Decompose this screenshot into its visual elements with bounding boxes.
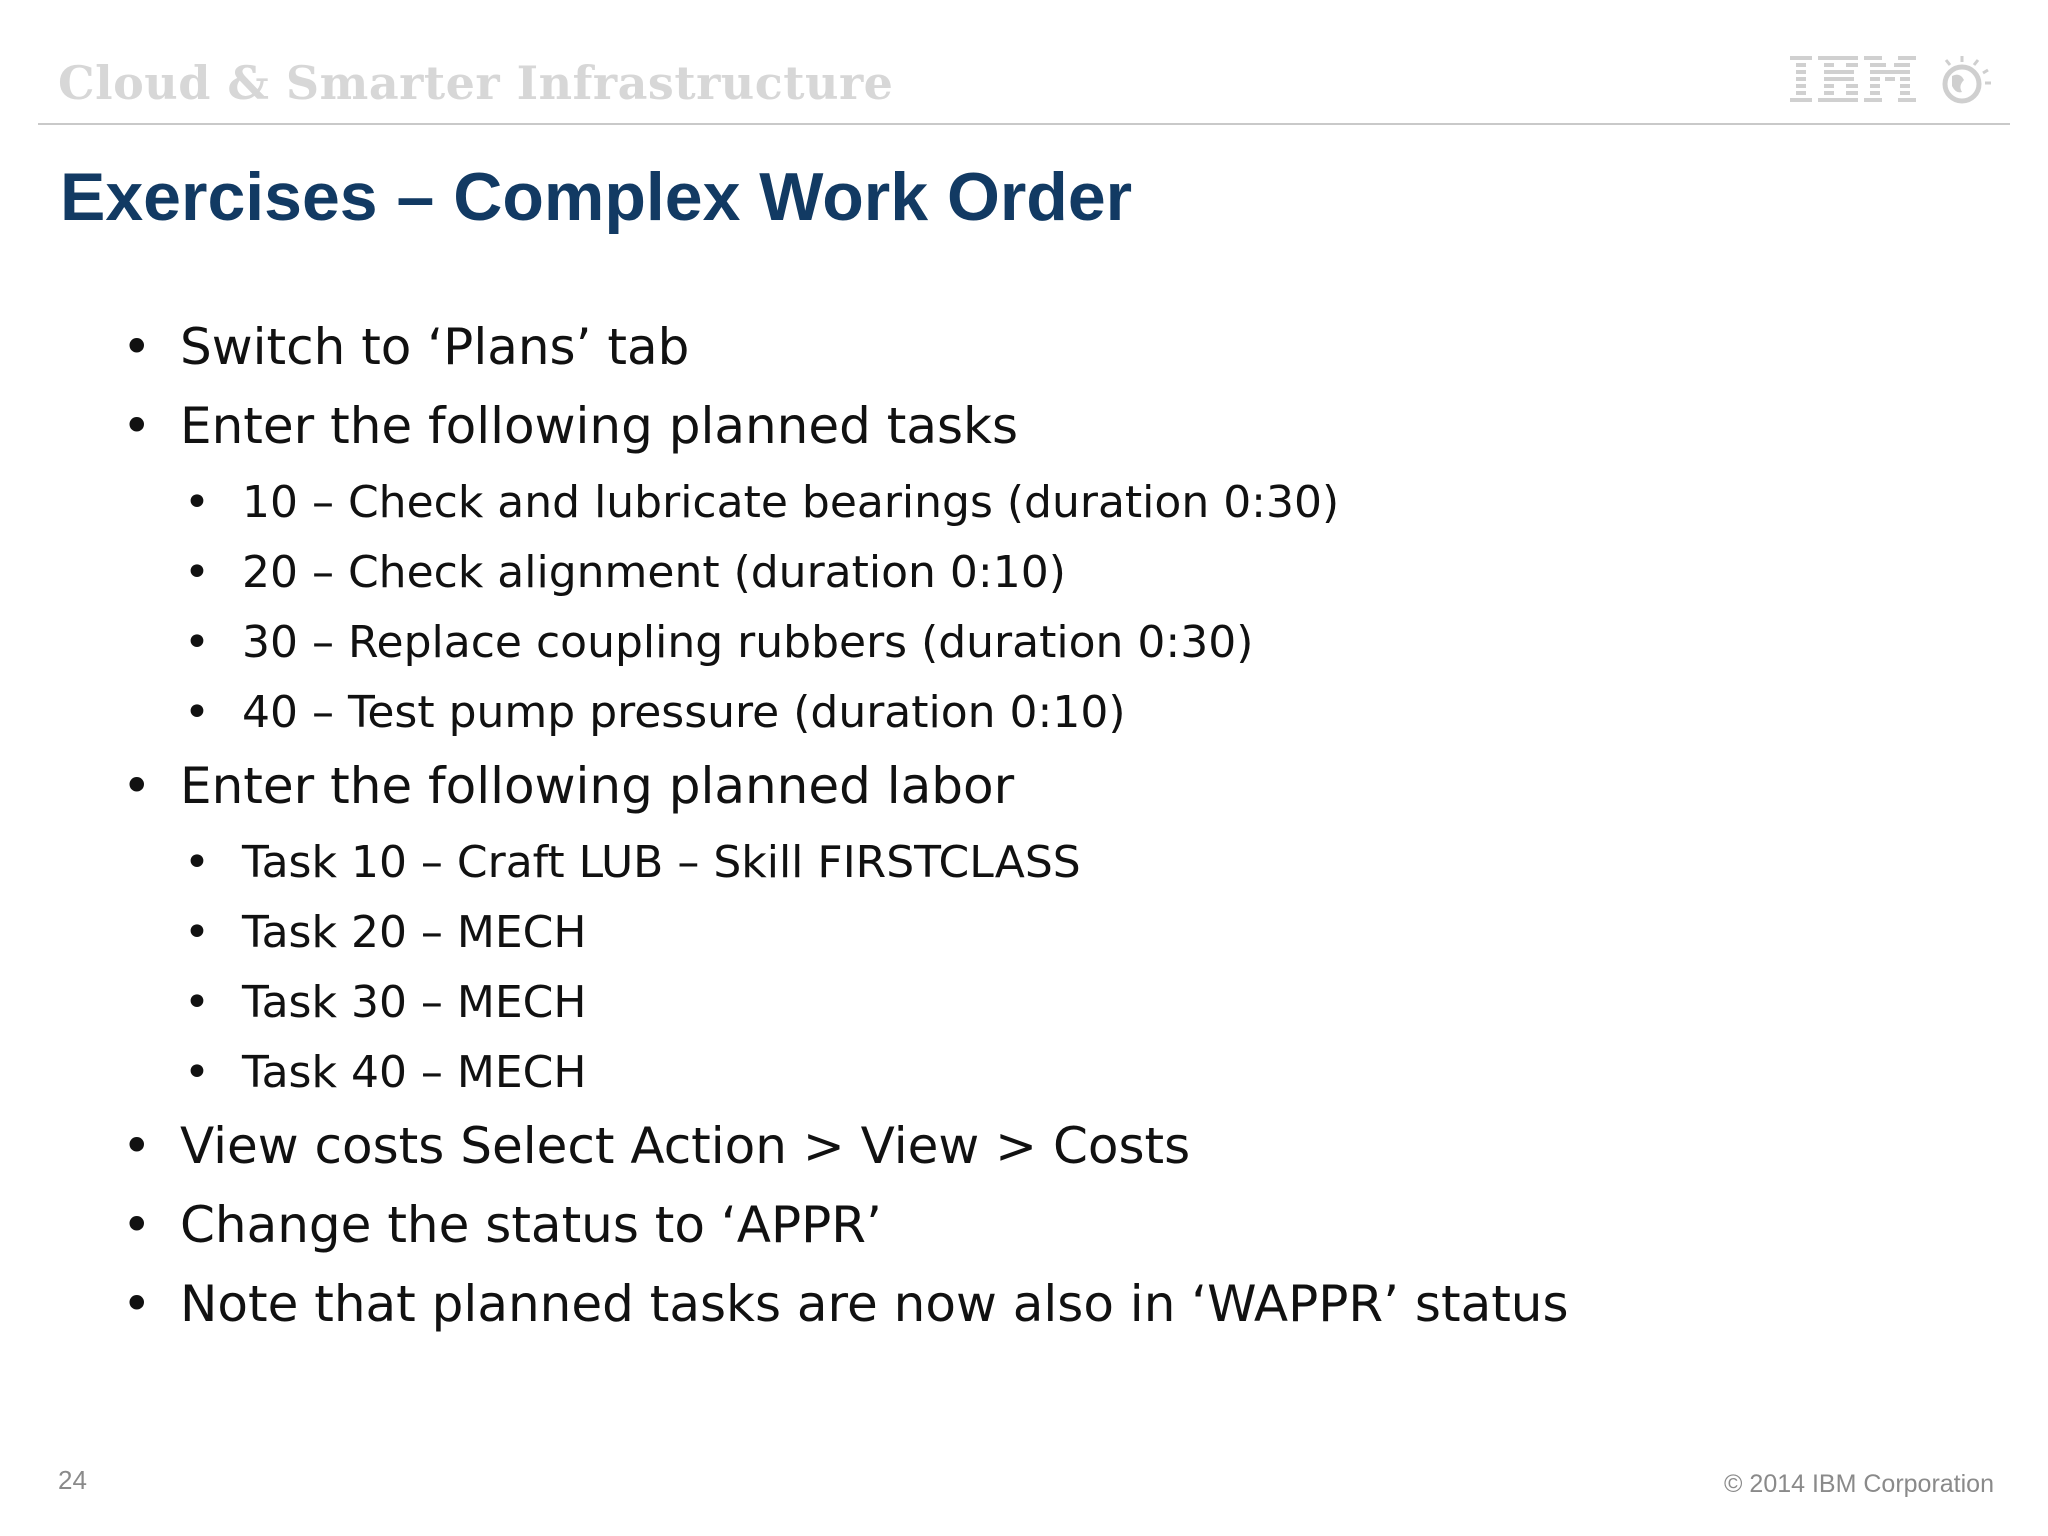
bullet-text: 10 – Check and lubricate bearings (duration 0:30)	[242, 477, 1340, 528]
bullet-item	[122, 397, 1019, 455]
bullet-icon: •	[184, 977, 210, 1028]
bullet-text: 30 – Replace coupling rubbers (duration 0:30)	[242, 617, 1254, 668]
bullet-text: Enter the following planned labor	[180, 757, 1015, 815]
sub-bullet-item	[184, 907, 587, 958]
bullet-icon: •	[184, 837, 210, 888]
bullet-text: Task 20 – MECH	[242, 907, 587, 958]
bullet-text: 40 – Test pump pressure (duration 0:10)	[242, 687, 1126, 738]
bullet-item	[122, 1196, 882, 1254]
bullet-text: Note that planned tasks are now also in ‘WAPPR’ status	[180, 1275, 1569, 1333]
sub-bullet-item	[184, 477, 1340, 528]
slide-title: Exercises – Complex Work Order	[60, 159, 1133, 235]
bullet-icon: •	[122, 1117, 152, 1175]
bullet-item	[122, 757, 1015, 815]
bullet-text: Task 10 – Craft LUB – Skill FIRSTCLASS	[242, 837, 1081, 888]
bullet-text: Task 40 – MECH	[242, 1047, 587, 1098]
bullet-icon: •	[122, 757, 152, 815]
bullet-text: View costs Select Action > View > Costs	[180, 1117, 1191, 1175]
bullet-text: Switch to ‘Plans’ tab	[180, 318, 690, 376]
bullet-icon: •	[184, 1047, 210, 1098]
sub-bullet-item	[184, 617, 1254, 668]
sub-bullet-item	[184, 547, 1066, 598]
bullet-icon: •	[184, 907, 210, 958]
bullet-text: Enter the following planned tasks	[180, 397, 1019, 455]
bullet-item	[122, 318, 690, 376]
bullet-icon: •	[122, 1196, 152, 1254]
sub-bullet-item	[184, 1047, 587, 1098]
bullet-icon: •	[122, 1275, 152, 1333]
bullet-icon: •	[122, 318, 152, 376]
copyright-notice: © 2014 IBM Corporation	[1724, 1470, 1994, 1498]
bullet-icon: •	[184, 687, 210, 738]
bullet-text: Task 30 – MECH	[242, 977, 587, 1028]
bullet-item	[122, 1275, 1569, 1333]
bullet-icon: •	[122, 397, 152, 455]
bullet-icon: •	[184, 617, 210, 668]
bullet-icon: •	[184, 547, 210, 598]
sub-bullet-item	[184, 977, 587, 1028]
brand-header: Cloud & Smarter Infrastructure	[58, 56, 894, 110]
sub-bullet-item	[184, 687, 1126, 738]
page-number: 24	[58, 1465, 87, 1495]
bullet-item	[122, 1117, 1191, 1175]
bullet-text: 20 – Check alignment (duration 0:10)	[242, 547, 1066, 598]
bullet-icon: •	[184, 477, 210, 528]
bullet-text: Change the status to ‘APPR’	[180, 1196, 882, 1254]
sub-bullet-item	[184, 837, 1081, 888]
